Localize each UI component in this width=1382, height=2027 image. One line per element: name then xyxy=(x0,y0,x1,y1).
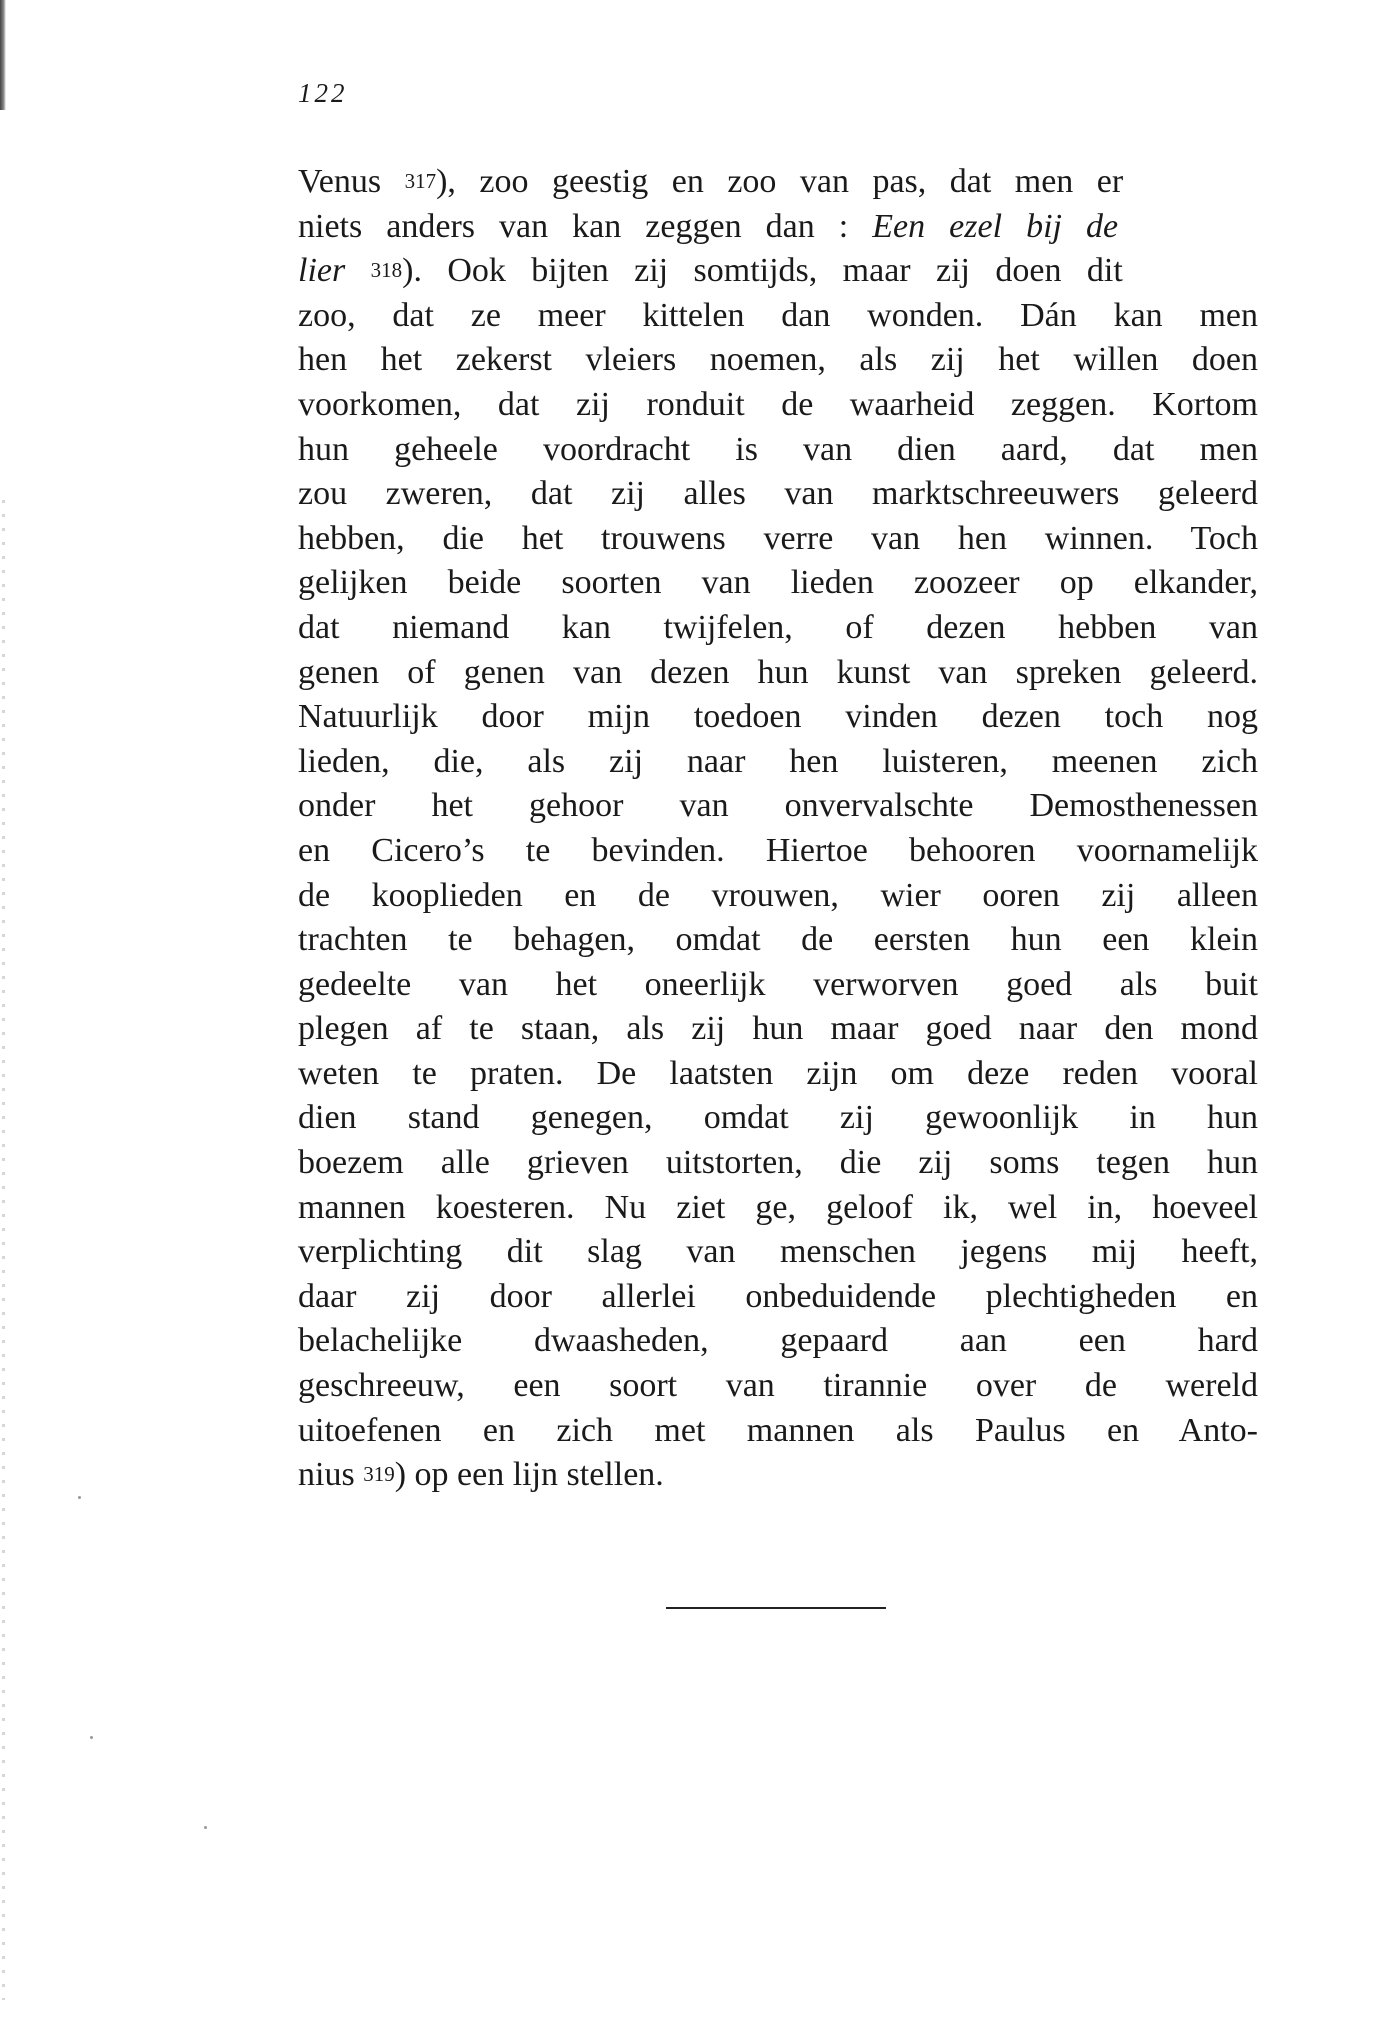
line-text: genen of genen van dezen hun kunst van spreken geleerd. xyxy=(298,653,1258,691)
line-text: boezem alle grieven uitstorten, die zij soms tegen hun xyxy=(298,1144,1258,1182)
line-text: Venus xyxy=(298,163,405,200)
text-line xyxy=(298,1230,1258,1275)
text-line xyxy=(298,1364,1258,1409)
text-line xyxy=(298,428,1258,473)
line-text: ) op een lijn stellen. xyxy=(394,1456,664,1494)
line-text: plegen af te staan, als zij hun maar goed naar den mond xyxy=(298,1010,1258,1048)
text-line xyxy=(298,1096,1258,1141)
text-line xyxy=(298,695,1258,740)
body-text xyxy=(298,160,1258,1498)
text-line xyxy=(298,249,1258,294)
line-text: Natuurlijk door mijn toedoen vinden dezen toch nog xyxy=(298,698,1258,736)
line-text: geschreeuw, een soort van tirannie over de wereld xyxy=(298,1367,1258,1405)
text-line xyxy=(298,1453,1258,1498)
paper-speck xyxy=(90,1736,93,1739)
text-line xyxy=(298,338,1258,383)
paper-speck xyxy=(78,1496,81,1499)
text-line xyxy=(298,294,1258,339)
line-text: lieden, die, als zij naar hen luisteren, meenen zich xyxy=(298,742,1258,780)
line-text: verplichting dit slag van menschen jegens mij heeft, xyxy=(298,1233,1258,1271)
text-line xyxy=(298,606,1258,651)
paper-speck xyxy=(204,1826,207,1829)
text-line xyxy=(298,1409,1258,1454)
line-text: zou zweren, dat zij alles van marktschreeuwers geleerd xyxy=(298,475,1258,513)
section-divider-rule xyxy=(666,1607,886,1609)
line-text: uitoefenen en zich met mannen als Paulus en Anto- xyxy=(298,1411,1258,1449)
line-text: gelijken beide soorten van lieden zoozeer op elkander, xyxy=(298,564,1258,602)
line-text: hun geheele voordracht is van dien aard, dat men xyxy=(298,430,1258,468)
italic-phrase: Een ezel bij de xyxy=(872,207,1119,245)
text-line xyxy=(298,963,1258,1008)
text-line xyxy=(298,1186,1258,1231)
text-line xyxy=(298,1007,1258,1052)
text-line xyxy=(298,1319,1258,1364)
line-text: niets anders van kan zeggen dan : xyxy=(298,207,873,245)
text-line xyxy=(298,1052,1258,1097)
line-text: daar zij door allerlei onbeduidende plechtigheden en xyxy=(298,1277,1258,1315)
text-line xyxy=(298,561,1258,606)
footnote-reference: 318 xyxy=(370,258,403,283)
text-line xyxy=(298,1275,1258,1320)
line-text: ). Ook bijten zij somtijds, maar zij doen dit xyxy=(402,252,1123,290)
line-text: zoo, dat ze meer kittelen dan wonden. Dán kan men xyxy=(298,296,1258,334)
footnote-reference: 319 xyxy=(363,1462,395,1487)
line-text: weten te praten. De laatsten zijn om deze reden vooral xyxy=(298,1054,1258,1092)
text-line xyxy=(298,651,1258,696)
line-text: belachelijke dwaasheden, gepaard aan een hard xyxy=(298,1322,1258,1360)
text-line xyxy=(298,1141,1258,1186)
page-number: 122 xyxy=(298,78,348,108)
line-text: trachten te behagen, omdat de eersten hun een klein xyxy=(298,921,1258,959)
text-line xyxy=(298,784,1258,829)
text-line xyxy=(298,740,1258,785)
text-line xyxy=(298,472,1258,517)
line-text: en Cicero’s te bevinden. Hiertoe behooren voornamelijk xyxy=(298,831,1258,869)
text-line xyxy=(298,517,1258,562)
text-line xyxy=(298,383,1258,428)
line-text: dien stand genegen, omdat zij gewoonlijk in hun xyxy=(298,1099,1258,1137)
italic-phrase: lier xyxy=(298,252,346,290)
text-line xyxy=(298,829,1258,874)
line-text: onder het gehoor van onvervalschte Demosthenessen xyxy=(298,787,1258,825)
line-text: ), zoo geestig en zoo van pas, dat men er xyxy=(436,163,1124,200)
line-text: dat niemand kan twijfelen, of dezen hebben van xyxy=(298,608,1258,646)
page-binding-shadow xyxy=(2,500,5,2000)
text-line xyxy=(298,160,1258,205)
line-text: gedeelte van het oneerlijk verworven goed als buit xyxy=(298,965,1258,1003)
line-text: voorkomen, dat zij ronduit de waarheid zeggen. Kortom xyxy=(298,385,1258,423)
line-text: mannen koesteren. Nu ziet ge, geloof ik, wel in, hoeveel xyxy=(298,1188,1258,1226)
line-text: de kooplieden en de vrouwen, wier ooren zij alleen xyxy=(298,876,1258,914)
page-binding-edge xyxy=(0,0,6,110)
text-line xyxy=(298,205,1258,250)
line-text: hen het zekerst vleiers noemen, als zij het willen doen xyxy=(298,341,1258,379)
footnote-reference: 317 xyxy=(404,169,437,193)
line-text: hebben, die het trouwens verre van hen winnen. Toch xyxy=(298,519,1258,557)
text-line xyxy=(298,874,1258,919)
line-text: nius xyxy=(298,1456,364,1494)
line-text xyxy=(345,252,370,289)
text-line xyxy=(298,918,1258,963)
